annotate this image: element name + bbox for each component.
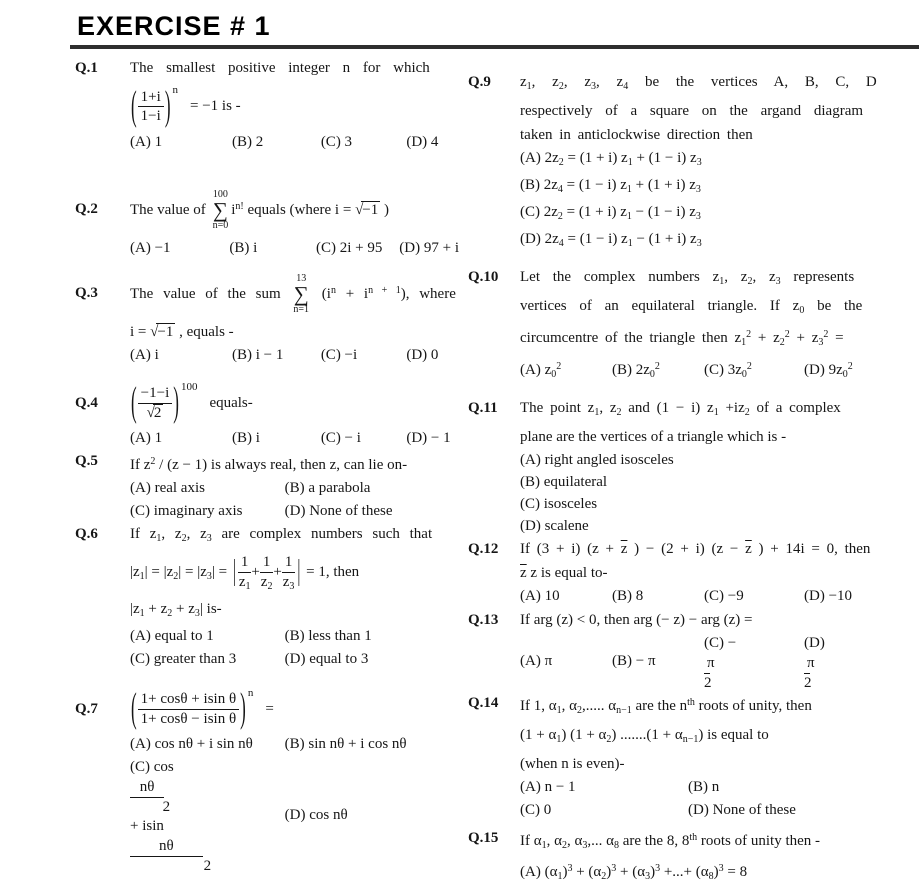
question-body [520, 537, 920, 608]
question-text: $(1 + \alpha_1)$ $(1 + \alpha_2)$ $.......(1 + \alpha_{n-1})$ is equal to [520, 727, 769, 745]
question-q15 [468, 826, 920, 888]
question-formula: ( $\frac{1+i}{1-i}$ ) n= −1 is - [131, 82, 241, 129]
question-q7 [75, 683, 459, 875]
question-body [130, 270, 459, 367]
question-formula: The value of 100 ∑ n=0 $i^{n!}$ equals (where i = √−1 ) [130, 188, 390, 231]
question-body [520, 396, 920, 537]
question-number: Q.11 [468, 400, 498, 416]
question-q12 [468, 537, 920, 608]
question-body [520, 691, 920, 822]
question-q6 [75, 523, 459, 671]
question-q11 [468, 396, 920, 537]
question-body [130, 377, 459, 451]
options-row: (C) 0 (D) None of these [520, 802, 796, 818]
options-row: (A) $z_0^2$ (B) $2z_0^2$ (C) $3z_0^2$ (D) $9z_0^2$ [520, 361, 853, 380]
question-text: vertices of an equilateral triangle. If $z_0$ be the [520, 298, 863, 316]
question-number: Q.5 [75, 453, 98, 470]
options-row: (A) 1 (B) i (C) − i (D) − 1 [130, 430, 451, 447]
title-divider [70, 45, 919, 49]
left-column [75, 57, 459, 874]
question-formula: ( $\frac{-1-i}{√2}$ ) 100equals- [131, 379, 253, 425]
question-body [520, 608, 920, 691]
question-q5 [75, 450, 459, 523]
question-text: $|z_1 + z_2 + z_3|$ is- [130, 600, 222, 619]
option-line: (D) $2z_4 = (1 - i) z_1 - (1 + i)$ $z_3$ [520, 231, 702, 249]
question-text: respectively of a square on the argand diagram [520, 103, 864, 119]
option-line: (D) scalene [520, 518, 589, 534]
option-line: (B) equilateral [520, 474, 608, 490]
question-body [130, 186, 459, 260]
question-text: If $z^2 / (z - 1)$ is always real, then z, can lie on- [130, 456, 408, 474]
option-line: (C) isosceles [520, 496, 598, 512]
question-text: If (3 + i) ($z + \overline{z}$ ) − (2 + i) ($z - \overline{z}$ ) + 14i = 0, then [520, 541, 871, 557]
question-number: Q.2 [75, 200, 98, 217]
question-formula: $|z_1| = |z_2| = |z_3|$ = | $\frac{1}{z_1}$ + $\frac{1}{z_2}$ + $\frac{1}{z_3}$ | = 1, then [130, 554, 360, 592]
options-row: (C) imaginary axis (D) None of these [130, 503, 393, 520]
question-body [130, 450, 459, 523]
options-row: (A) i (B) i − 1 (C) −i (D) 0 [130, 346, 439, 363]
question-text: plane are the vertices of a triangle which is - [520, 429, 787, 445]
options-row: (A) 1 (B) 2 (C) 3 (D) 4 [130, 133, 439, 150]
question-text: $z_1$, $z_2$, $z_3$, $z_4$ be the vertices A, B, C, D [520, 74, 877, 92]
option-line: (A) right angled isosceles [520, 452, 674, 468]
question-body [520, 265, 920, 386]
options-row: (A) real axis (B) a parabola [130, 480, 371, 497]
question-text: If 1, $\alpha_1$, $\alpha_2$,..... $\alpha_{n-1}$ are the $n^{th}$ roots of unity, then [520, 697, 812, 716]
question-number: Q.1 [75, 60, 98, 76]
question-number: Q.6 [75, 526, 98, 543]
question-number: Q.14 [468, 695, 499, 711]
question-number: Q.15 [468, 830, 499, 846]
question-text: If arg (z) < 0, then arg (− z) − arg (z) = [520, 612, 753, 628]
question-body [520, 70, 920, 255]
question-text: If $z_1$, $z_2$, $z_3$ are complex numbers such that [130, 526, 433, 545]
question-text: (when n is even)- [520, 756, 625, 772]
question-number: Q.12 [468, 541, 499, 557]
question-body [520, 826, 920, 888]
options-row: (A) n − 1 (B) n [520, 779, 720, 795]
question-number: Q.10 [468, 269, 499, 285]
right-column [468, 70, 920, 888]
option-line: (B) $2z_4 = (1 - i) z_1 + (1 + i)$ $z_3$ [520, 177, 701, 195]
question-number: Q.7 [75, 700, 98, 717]
question-formula: ( $\frac{\text{1+ cosθ + isin θ}}{\text{1+ cosθ − isin θ}}$ ) n= [131, 685, 274, 731]
page-title: EXERCISE # 1 [77, 11, 271, 41]
question-number: Q.4 [75, 394, 98, 411]
question-text: $\overline{z}$ z is equal to- [520, 565, 608, 581]
question-q14 [468, 691, 920, 822]
options-row: (A) equal to 1 (B) less than 1 [130, 627, 372, 644]
question-number: Q.9 [468, 74, 491, 90]
option-line: (C) $2z_2 = (1 + i) z_1 - (1 - i)$ $z_3$ [520, 204, 701, 222]
question-text: The value of the sum 13 ∑ n=1 $(i^n + i^{n + 1})$, where [130, 272, 456, 315]
question-text: The point $z_1$, $z_2$ and (1 − i) $z_1 +iz_2$ of a complex [520, 400, 841, 418]
options-row: (A) π (B) − π (C) − π 2 (D) π 2 [520, 635, 825, 691]
question-q3 [75, 270, 459, 367]
question-q2 [75, 186, 459, 260]
question-number: Q.3 [75, 284, 98, 301]
question-number: Q.13 [468, 612, 499, 628]
options-row: (A) −1 (B) i (C) 2i + 95 (D) 97 + i [130, 239, 459, 256]
question-q1 [75, 57, 459, 154]
question-body [130, 57, 459, 154]
question-body [130, 523, 459, 671]
question-text: The smallest positive integer n for which [130, 60, 430, 76]
question-q13 [468, 608, 920, 691]
option-line: (A) $(\alpha_1)^3 + (\alpha_2)^3 + (\alpha_3)^3$ +...+ $(\alpha_8)^3 = 8$ [520, 863, 748, 882]
question-q10 [468, 265, 920, 386]
question-text: Let the complex numbers $z_1$, $z_2$, $z_3$ represents [520, 269, 855, 287]
question-text: circumcentre of the triangle then $z_1^2 + z_2^2 + z_3^2$ = [520, 329, 844, 348]
options-row: (A) 10 (B) 8 (C) −9 (D) −10 [520, 588, 853, 604]
question-body [130, 683, 459, 875]
question-q9 [468, 70, 920, 255]
question-text: taken in anticlockwise direction then [520, 127, 753, 143]
options-row: (A) cos nθ + i sin nθ (B) sin nθ + i cos nθ [130, 736, 407, 753]
question-text: If $\alpha_1$, $\alpha_2$, $\alpha_3$,... $\alpha_8$ are the 8, 8th roots of unity then - [520, 832, 821, 851]
question-q4 [75, 377, 459, 451]
question-text: i = √−1 , equals - [130, 323, 234, 340]
options-row: (C) cos nθ 2 + isin nθ 2 (D) cos nθ [130, 759, 348, 874]
options-row: (C) greater than 3 (D) equal to 3 [130, 650, 369, 667]
option-line: (A) $2z_2 = (1 + i) z_1 + (1 - i)$ $z_3$ [520, 150, 702, 168]
